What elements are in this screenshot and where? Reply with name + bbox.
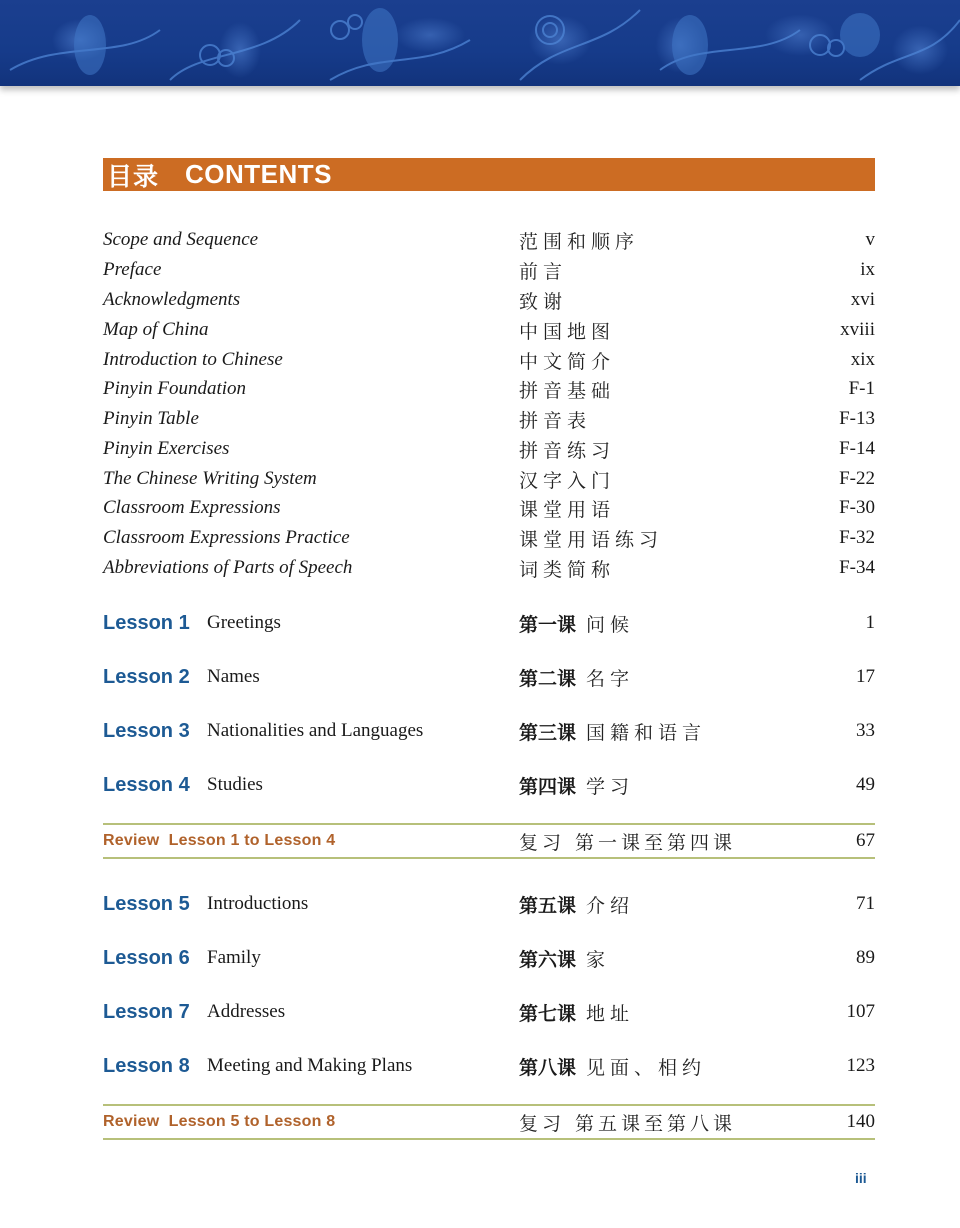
toc-entry[interactable] — [103, 315, 875, 345]
entry-title-en: The Chinese Writing System — [103, 468, 317, 489]
entry-page: F-1 — [848, 378, 875, 399]
lesson-entry[interactable] — [103, 769, 875, 801]
lesson-entry[interactable] — [103, 661, 875, 693]
page-title-en: CONTENTS — [185, 159, 333, 189]
entry-page: xix — [850, 349, 875, 370]
lesson-entry[interactable] — [103, 1050, 875, 1082]
lesson-title-en: Addresses — [207, 1001, 286, 1022]
review-title-zh: 复习 第五课至第八课 — [519, 1112, 737, 1135]
page-title-zh: 目录 — [107, 161, 160, 191]
entry-title-en: Pinyin Exercises — [103, 438, 230, 459]
lesson-number: Lesson 3 — [103, 719, 190, 742]
entry-title-zh: 范围和顺序 — [519, 230, 640, 253]
entry-title-zh: 课堂用语 — [519, 498, 616, 521]
lesson-entry[interactable] — [103, 942, 875, 974]
entry-title-zh: 词类简称 — [519, 558, 616, 581]
entry-title-zh: 拼音练习 — [519, 439, 616, 462]
lesson-number: Lesson 1 — [103, 611, 190, 634]
lesson-page: 89 — [856, 947, 875, 968]
lesson-entry[interactable] — [103, 607, 875, 639]
entry-title-en: Classroom Expressions Practice — [103, 527, 350, 548]
entry-title-zh: 前言 — [519, 260, 568, 283]
contents-title-bar — [103, 158, 875, 191]
entry-title-zh: 中国地图 — [519, 320, 616, 343]
lesson-title-zh: 名字 — [586, 667, 635, 690]
toc-entry[interactable] — [103, 404, 875, 434]
toc-entry[interactable] — [103, 225, 875, 255]
lesson-number: Lesson 4 — [103, 773, 190, 796]
lesson-page: 123 — [846, 1055, 875, 1076]
lesson-title-en: Meeting and Making Plans — [207, 1055, 413, 1076]
lesson-number: Lesson 6 — [103, 946, 190, 969]
review-entry[interactable] — [103, 823, 875, 859]
lesson-page: 107 — [846, 1001, 875, 1022]
lesson-entry[interactable] — [103, 715, 875, 747]
lesson-entry[interactable] — [103, 888, 875, 920]
entry-page: F-13 — [839, 408, 875, 429]
review-page: 67 — [856, 830, 875, 851]
lesson-title-en: Names — [207, 666, 260, 687]
lesson-number-zh: 第二课 — [519, 667, 577, 690]
page-number: iii — [855, 1170, 867, 1186]
entry-title-zh: 拼音表 — [519, 409, 592, 432]
toc-entry[interactable] — [103, 553, 875, 583]
entry-page: F-14 — [839, 438, 875, 459]
entry-title-en: Abbreviations of Parts of Speech — [103, 557, 353, 578]
entry-title-en: Introduction to Chinese — [103, 349, 283, 370]
entry-title-en: Pinyin Foundation — [103, 378, 247, 399]
lesson-number: Lesson 7 — [103, 1000, 190, 1023]
entry-title-zh: 中文简介 — [519, 350, 616, 373]
entry-page: xvi — [850, 289, 875, 310]
lesson-page: 33 — [856, 720, 875, 741]
lesson-title-en: Greetings — [207, 612, 281, 633]
lesson-title-en: Family — [207, 947, 261, 968]
entry-title-zh: 拼音基础 — [519, 379, 616, 402]
toc-entry[interactable] — [103, 464, 875, 494]
lesson-page: 1 — [865, 612, 875, 633]
entry-page: ix — [860, 259, 875, 280]
entry-page: xviii — [840, 319, 875, 340]
decorative-banner — [0, 0, 960, 86]
entry-title-zh: 课堂用语练习 — [519, 528, 664, 551]
lesson-title-zh: 介绍 — [586, 894, 635, 917]
lesson-entry[interactable] — [103, 996, 875, 1028]
review-title-zh: 复习 第一课至第四课 — [519, 831, 737, 854]
entry-title-en: Preface — [103, 259, 162, 280]
review-title-en: Review Lesson 5 to Lesson 8 — [103, 1113, 336, 1130]
entry-page: F-32 — [839, 527, 875, 548]
toc-entry[interactable] — [103, 434, 875, 464]
lesson-title-zh: 见面、相约 — [586, 1056, 707, 1079]
entry-title-zh: 致谢 — [519, 290, 568, 313]
lesson-title-en: Nationalities and Languages — [207, 720, 424, 741]
toc-entry[interactable] — [103, 523, 875, 553]
lesson-title-zh: 国籍和语言 — [586, 721, 707, 744]
toc-entry[interactable] — [103, 374, 875, 404]
entry-page: F-22 — [839, 468, 875, 489]
entry-title-en: Acknowledgments — [103, 289, 241, 310]
toc-entry[interactable] — [103, 285, 875, 315]
lesson-page: 71 — [856, 893, 875, 914]
review-title-en: Review Lesson 1 to Lesson 4 — [103, 832, 336, 849]
toc-entry[interactable] — [103, 345, 875, 375]
entry-page: F-30 — [839, 497, 875, 518]
lesson-title-en: Introductions — [207, 893, 309, 914]
lesson-page: 49 — [856, 774, 875, 795]
entry-title-en: Classroom Expressions — [103, 497, 281, 518]
lesson-title-zh: 学习 — [586, 775, 635, 798]
lesson-number: Lesson 8 — [103, 1054, 190, 1077]
lesson-number: Lesson 2 — [103, 665, 190, 688]
lesson-page: 17 — [856, 666, 875, 687]
lesson-number-zh: 第六课 — [519, 948, 577, 971]
lesson-number-zh: 第四课 — [519, 775, 577, 798]
lesson-number-zh: 第七课 — [519, 1002, 577, 1025]
lesson-title-zh: 家 — [586, 948, 611, 971]
lesson-number-zh: 第一课 — [519, 613, 577, 636]
review-entry[interactable] — [103, 1104, 875, 1140]
lesson-number-zh: 第三课 — [519, 721, 577, 744]
lesson-title-zh: 地址 — [586, 1002, 635, 1025]
lesson-title-zh: 问候 — [586, 613, 635, 636]
lesson-number-zh: 第八课 — [519, 1056, 577, 1079]
lesson-title-en: Studies — [207, 774, 263, 795]
entry-title-en: Scope and Sequence — [103, 229, 259, 250]
floral-pattern-icon — [0, 0, 960, 86]
entry-title-en: Map of China — [103, 319, 209, 340]
review-page: 140 — [846, 1111, 875, 1132]
entry-page: v — [865, 229, 875, 250]
lesson-number: Lesson 5 — [103, 892, 190, 915]
entry-title-zh: 汉字入门 — [519, 469, 616, 492]
entry-title-en: Pinyin Table — [103, 408, 199, 429]
toc-entry[interactable] — [103, 255, 875, 285]
lesson-number-zh: 第五课 — [519, 894, 577, 917]
entry-page: F-34 — [839, 557, 875, 578]
toc-entry[interactable] — [103, 493, 875, 523]
